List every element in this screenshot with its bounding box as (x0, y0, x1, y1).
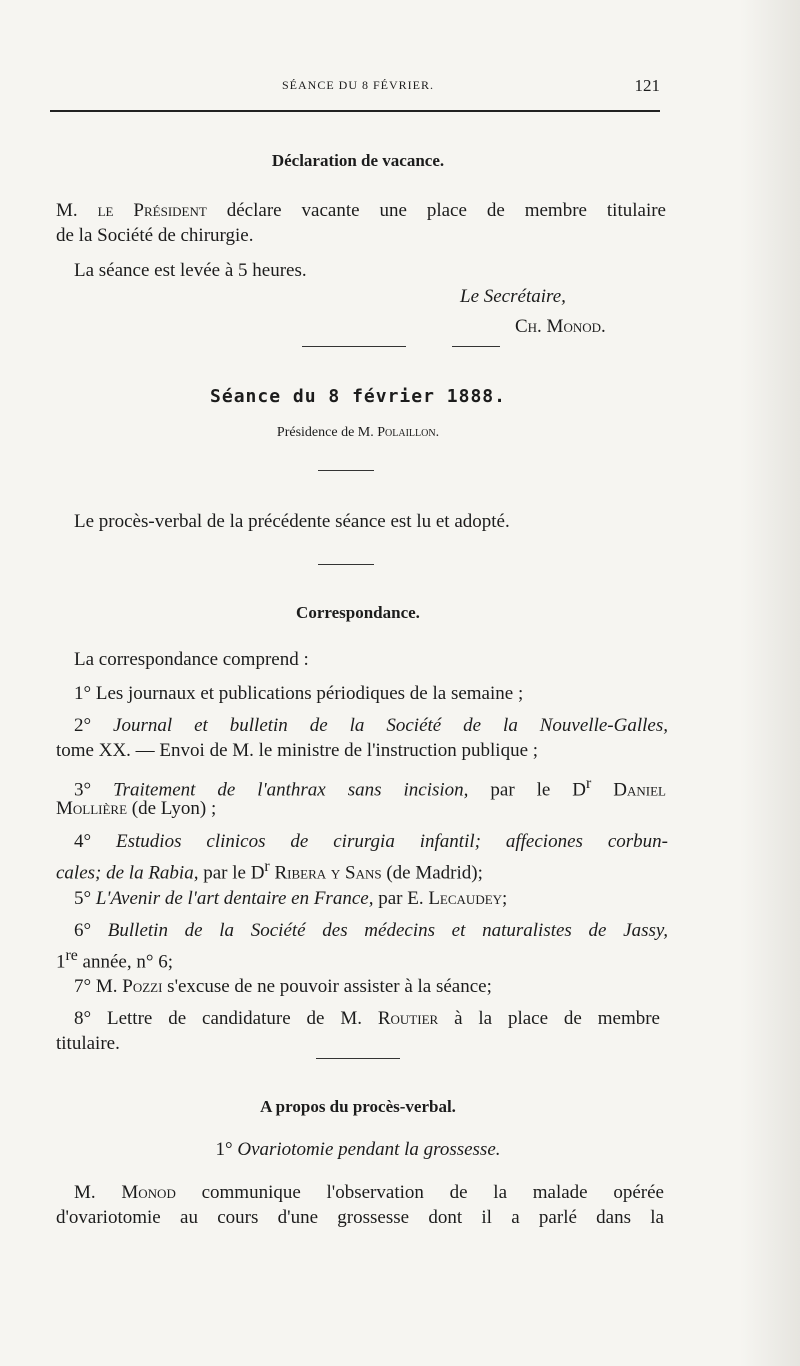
separator-rule (302, 346, 406, 347)
list-item: 6° Bulletin de la Société des médecins et naturalistes de Jassy, (74, 920, 668, 941)
list-item-continuation: 1re année, n° 6; (56, 947, 173, 973)
paragraph-line: M. Monod communique l'observation de la malade opérée (74, 1182, 664, 1203)
section-heading-correspondance: Correspondance. (296, 603, 420, 622)
paragraph-line: de la Société de chirurgie. (56, 225, 254, 246)
list-item: 4° Estudios clinicos de cirurgia infantil; affeciones corbun- (74, 831, 668, 852)
list-item-continuation: cales; de la Rabia, par le $D^r$ Ribera y Sans (de Madrid); (56, 858, 483, 884)
session-presidence: Présidence de M. Polaillon. (276, 425, 440, 440)
separator-rule (452, 346, 500, 347)
list-item-continuation: tome XX. — Envoi de M. le ministre de l'instruction publique ; (56, 740, 539, 761)
paragraph-proces-verbal: Le procès-verbal de la précédente séance est lu et adopté. (74, 511, 510, 532)
list-item: 8° Lettre de candidature de M. Routier à la place de membre (74, 1008, 660, 1029)
header-rule (50, 110, 660, 112)
separator-rule (318, 564, 374, 565)
list-item: 2° Journal et bulletin de la Société de la Nouvelle-Galles, (74, 715, 668, 736)
session-title: Séance du 8 février 1888. (210, 386, 506, 407)
section-heading-declaration: Déclaration de vacance. (271, 151, 445, 170)
list-item-continuation: Mollière (de Lyon) ; (56, 798, 217, 819)
page-edge-shading (740, 0, 800, 1366)
list-item: 5° L'Avenir de l'art dentaire en France, par E. Lecaudey; (74, 888, 508, 909)
list-item: 3° Traitement de l'anthrax sans incision, par le $D^r$ Daniel (74, 775, 666, 801)
list-item-continuation: titulaire. (56, 1033, 120, 1054)
section-heading-propos: A propos du procès-verbal. (260, 1097, 456, 1116)
list-item: 7° M. Pozzi s'excuse de ne pouvoir assister à la séance; (74, 976, 492, 997)
paragraph-line: M. le Président déclare vacante une place de membre titulaire (56, 200, 666, 221)
page-number: 121 (634, 76, 660, 95)
paragraph-line: La correspondance comprend : (74, 649, 309, 670)
list-item: 1° Les journaux et publications périodiques de la semaine ; (74, 683, 524, 704)
paragraph-line: d'ovariotomie au cours d'une grossesse dont il a parlé dans la (56, 1207, 664, 1228)
running-head-title: SÉANCE DU 8 FÉVRIER. (281, 78, 434, 92)
separator-rule (316, 1058, 400, 1059)
subheading-ovariotomie: 1° Ovariotomie pendant la grossesse. (215, 1139, 501, 1160)
running-head (56, 78, 660, 102)
signature-role: Le Secrétaire, (460, 286, 566, 307)
signature-name: Ch. Monod. (515, 316, 606, 337)
separator-rule (318, 470, 374, 471)
paragraph-line: La séance est levée à 5 heures. (74, 260, 307, 281)
